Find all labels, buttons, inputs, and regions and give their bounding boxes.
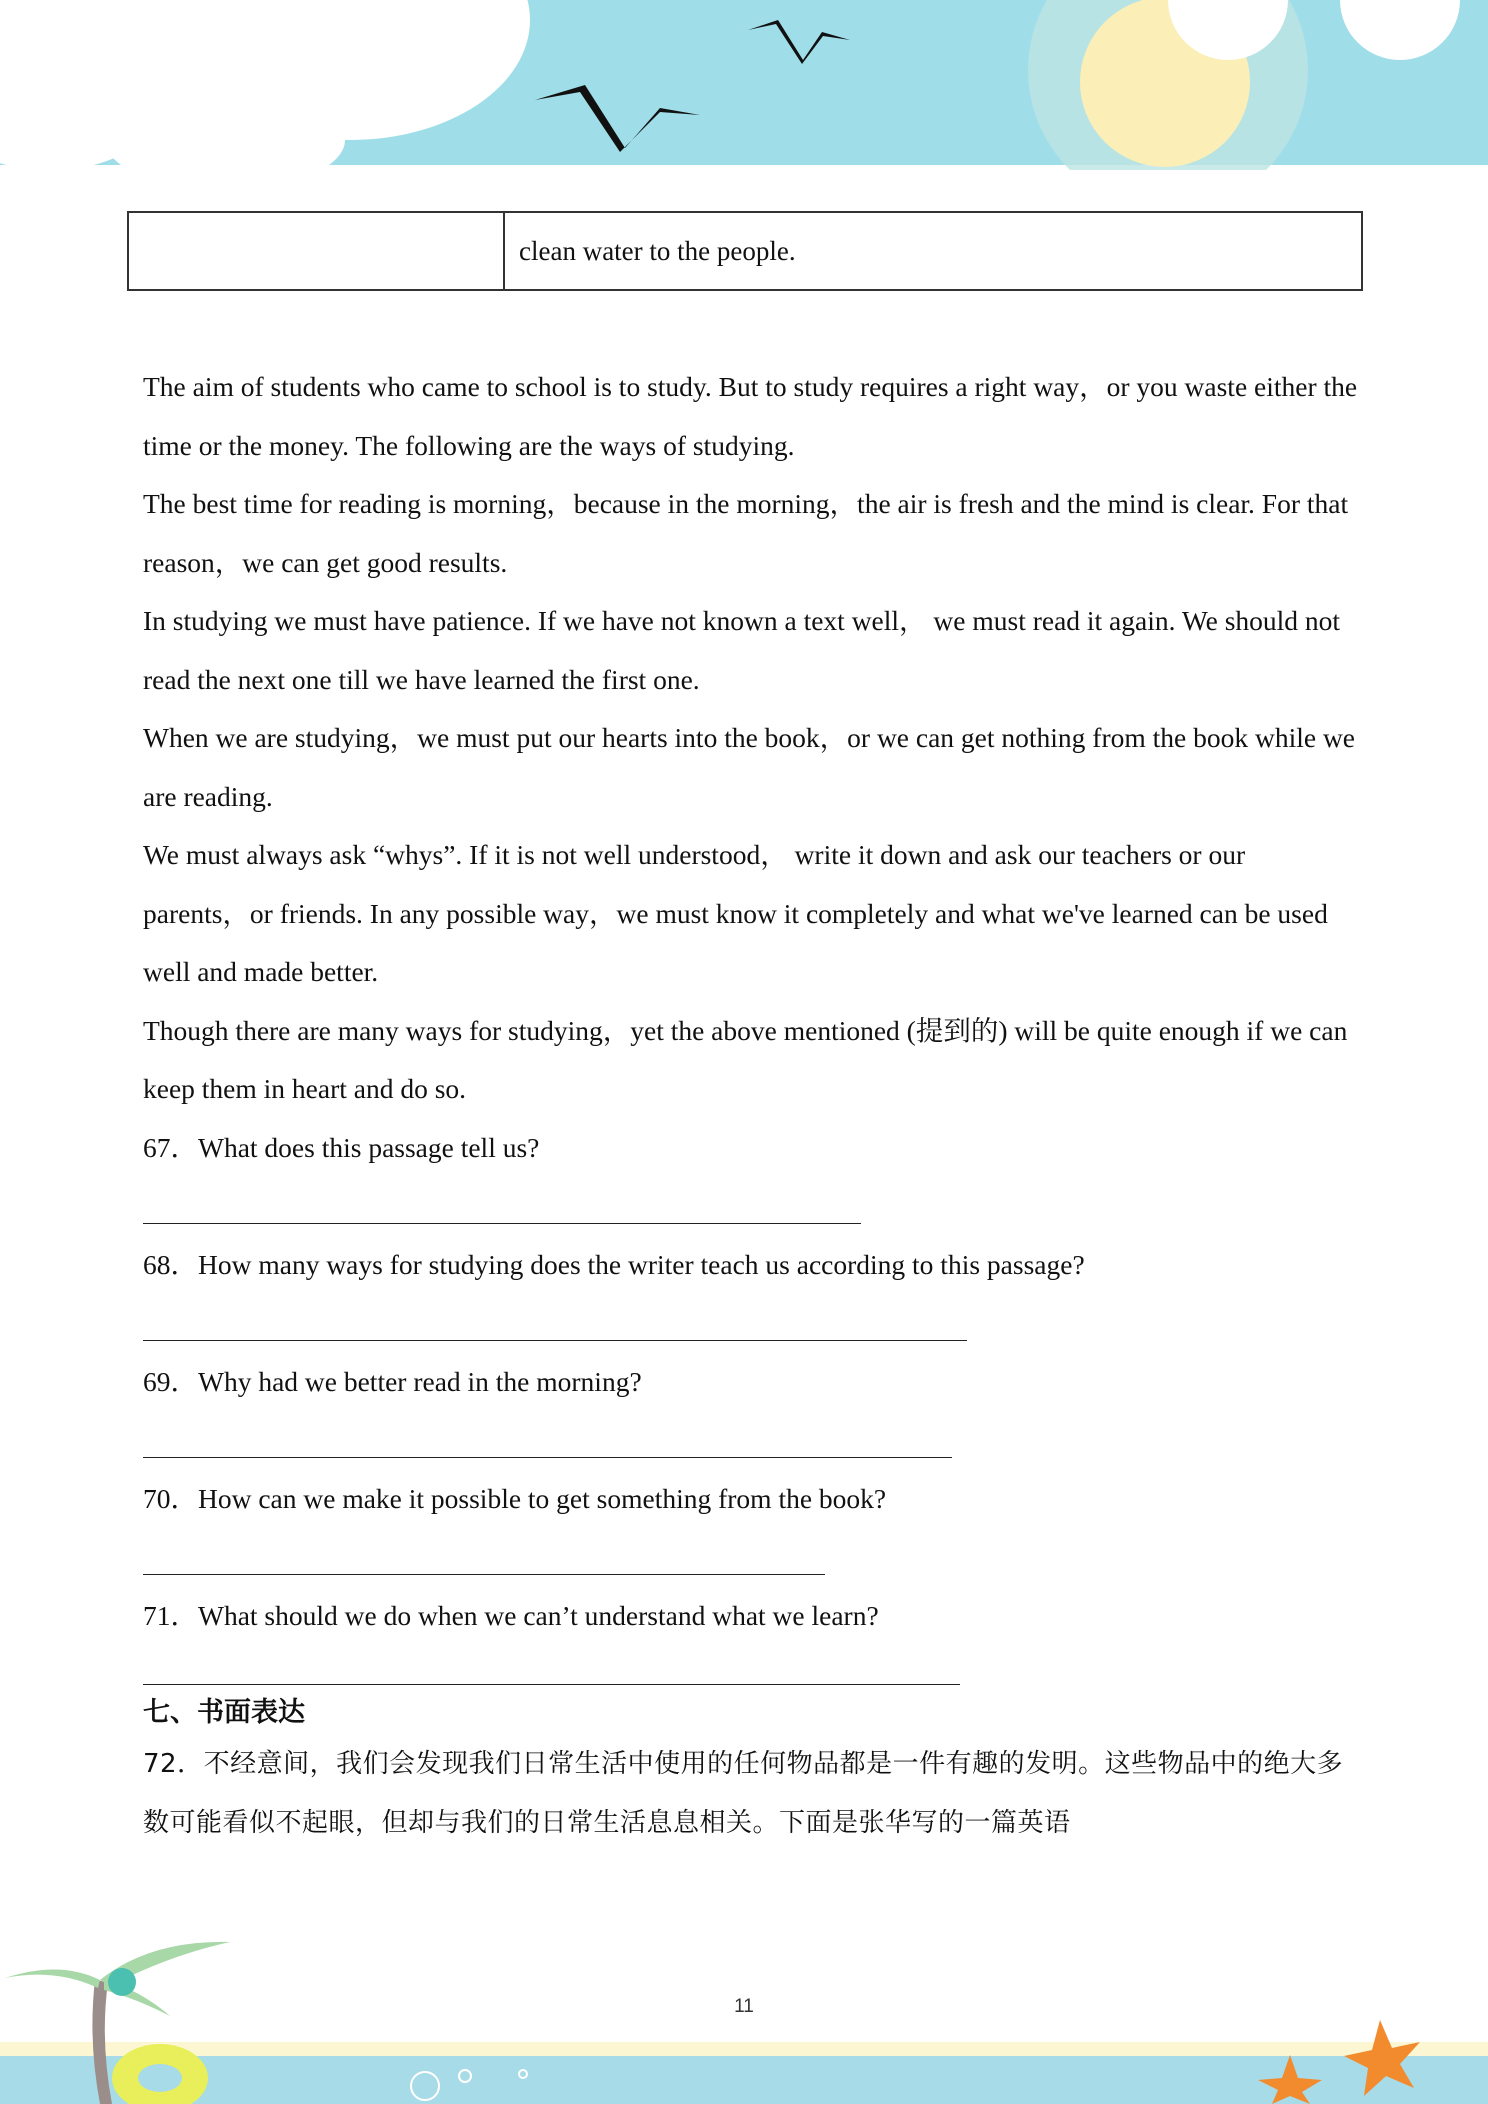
answer-line[interactable] bbox=[143, 1294, 1358, 1353]
passage-paragraph: We must always ask “whys”. If it is not well understood， write it down and ask our teachers or our parents，or friends. In any possible way，we must know it completely and what we've learned can be used well and made better. bbox=[143, 839, 1328, 987]
section-title: 七、书面表达 bbox=[143, 1697, 305, 1728]
page-number: 11 bbox=[734, 1996, 754, 2017]
table-cell-right: clean water to the people. bbox=[519, 235, 796, 266]
passage-paragraph: Though there are many ways for studying，yet the above mentioned (提到的) will be quite enough if we can keep them in heart and do so. bbox=[143, 1014, 1348, 1104]
question-number: 67． bbox=[143, 1131, 198, 1163]
question-number: 71． bbox=[143, 1599, 198, 1631]
question-70 bbox=[143, 1470, 1358, 1529]
passage-paragraph: When we are studying，we must put our hearts into the book，or we can get nothing from the book while we are reading. bbox=[143, 722, 1356, 812]
question-text: How many ways for studying does the writer teach us according to this passage? bbox=[198, 1248, 1085, 1280]
passage-paragraph: The best time for reading is morning，because in the morning，the air is fresh and the mind is clear. For that reason，we can get good results. bbox=[143, 488, 1349, 578]
answer-line[interactable] bbox=[143, 1645, 1358, 1691]
question-number: 68． bbox=[143, 1248, 198, 1280]
question-text: Why had we better read in the morning? bbox=[198, 1365, 642, 1397]
question-68 bbox=[143, 1236, 1358, 1295]
table-row-fragment bbox=[127, 211, 1363, 291]
question-67 bbox=[143, 1119, 1358, 1178]
question-text: How can we make it possible to get something from the book? bbox=[198, 1482, 887, 1514]
question-71 bbox=[143, 1587, 1358, 1646]
passage-paragraph: In studying we must have patience. If we have not known a text well， we must read it again. We should not read the next one till we have learned the first one. bbox=[143, 605, 1341, 695]
question-number: 72． bbox=[143, 1749, 204, 1779]
answer-line[interactable] bbox=[143, 1411, 1358, 1470]
question-number: 69． bbox=[143, 1365, 198, 1397]
question-text: What does this passage tell us? bbox=[198, 1131, 540, 1163]
sand-band bbox=[0, 2042, 1488, 2056]
answer-line[interactable] bbox=[143, 1177, 1358, 1236]
question-number: 70． bbox=[143, 1482, 198, 1514]
question-text: 不经意间，我们会发现我们日常生活中使用的任何物品都是一件有趣的发明。这些物品中的绝大多数可能看似不起眼，但却与我们的日常生活息息相关。下面是张华写的一篇英语 bbox=[143, 1749, 1344, 1838]
question-72 bbox=[143, 1735, 1358, 1852]
question-69 bbox=[143, 1353, 1358, 1412]
reading-passage-section bbox=[143, 358, 1358, 1852]
header-illustration bbox=[0, 0, 1488, 170]
passage-paragraph: The aim of students who came to school is to study. But to study requires a right way，or you waste either the time or the money. The following are the ways of studying. bbox=[143, 371, 1358, 461]
table-cell-left bbox=[129, 213, 505, 289]
answer-line[interactable] bbox=[143, 1528, 1358, 1587]
palm-leaf bbox=[5, 1969, 100, 1988]
question-text: What should we do when we can’t understand what we learn? bbox=[198, 1599, 879, 1631]
coconut-icon bbox=[108, 1968, 136, 1996]
